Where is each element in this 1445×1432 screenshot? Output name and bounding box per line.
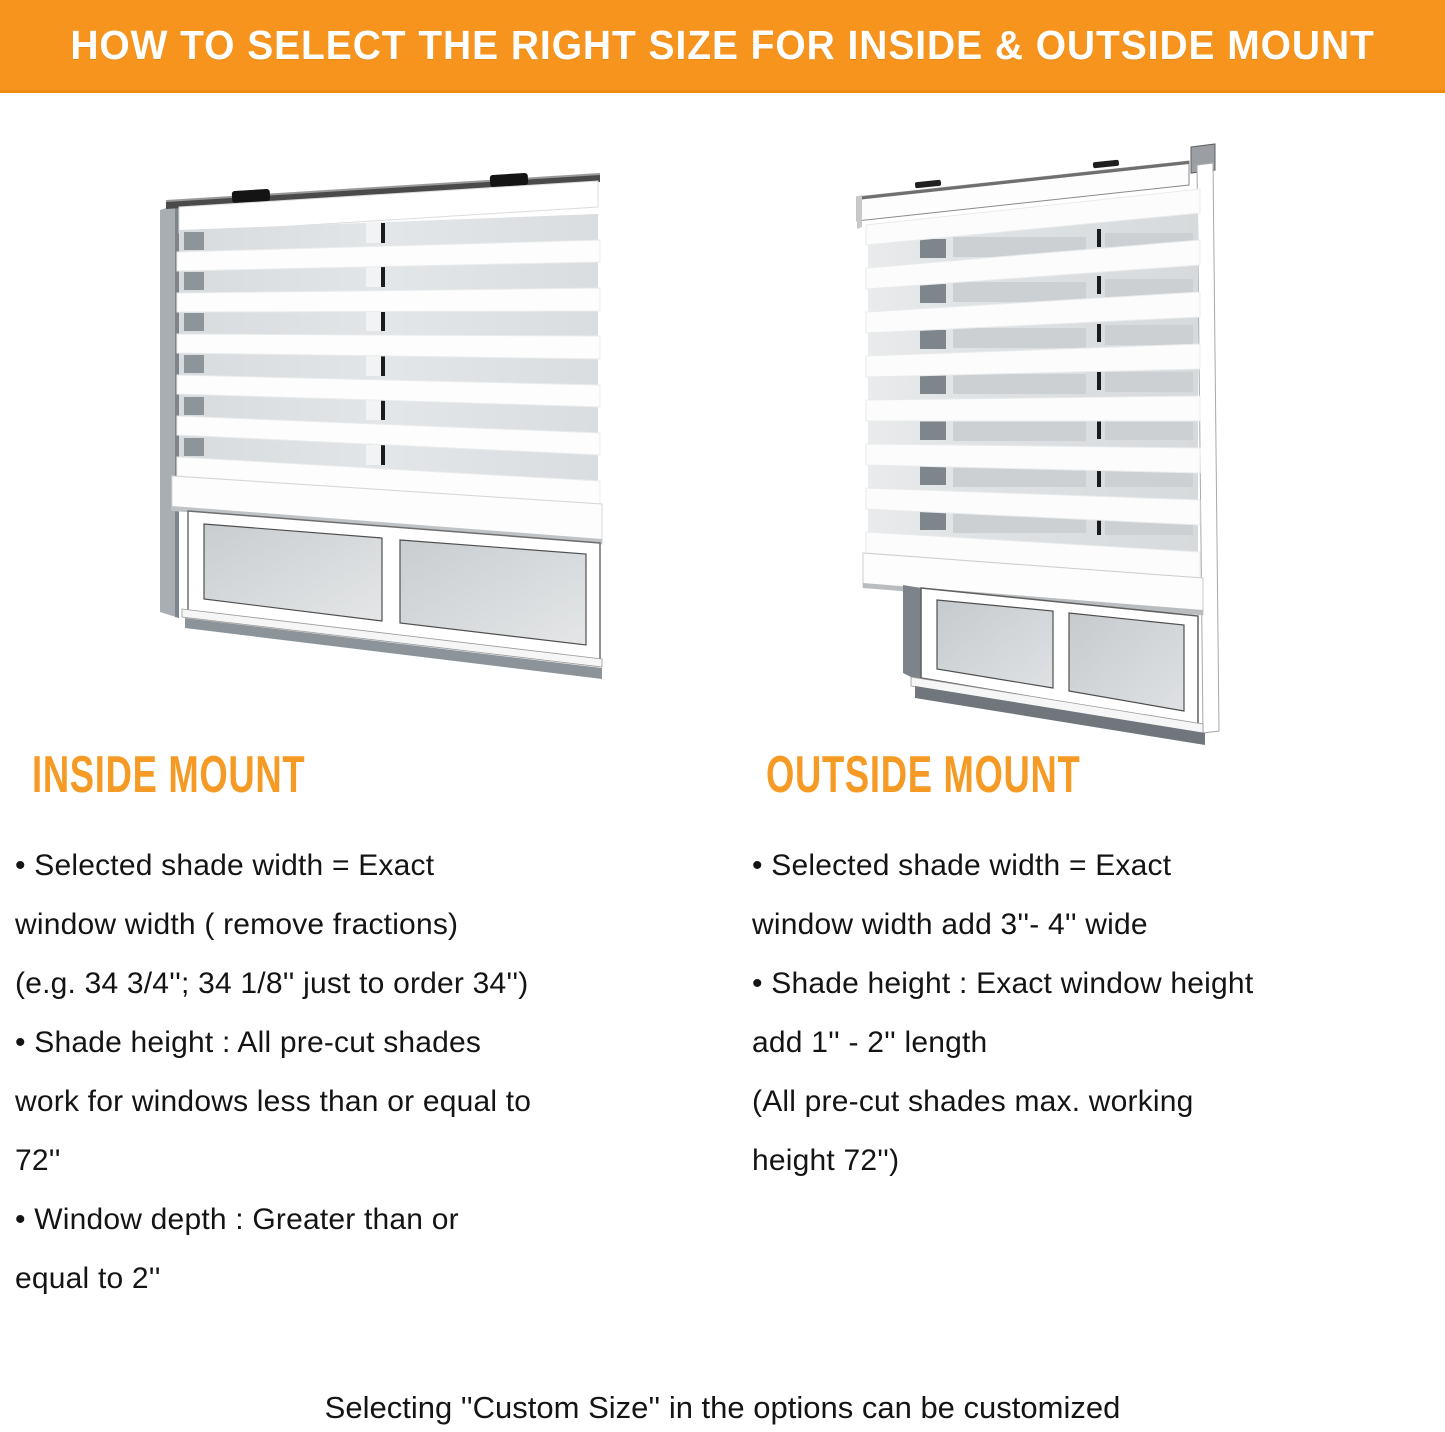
- bullet-line: window width add 3''- 4'' wide: [752, 908, 1148, 941]
- bullet-line: • Selected shade width = Exact: [15, 849, 435, 882]
- bullet-line: height 72''): [752, 1144, 900, 1177]
- banner-title: HOW TO SELECT THE RIGHT SIZE FOR INSIDE & OUTSIDE MOUNT: [70, 21, 1375, 68]
- inside-mount-illustration: [152, 150, 622, 695]
- bullet-line: work for windows less than or equal to: [15, 1085, 532, 1118]
- bullet-line: • Shade height : All pre-cut shades: [15, 1026, 482, 1059]
- bullet-line: • Selected shade width = Exact: [752, 849, 1172, 882]
- inside-mount-instructions: [15, 836, 725, 1308]
- bullet-line: • Shade height : Exact window height: [752, 967, 1254, 1000]
- bullet-line: 72'': [15, 1144, 61, 1177]
- banner: [0, 0, 1445, 93]
- bullet-line: add 1'' - 2'' length: [752, 1026, 988, 1059]
- inside-mount-heading: INSIDE MOUNT: [32, 746, 306, 804]
- outside-mount-illustration: [853, 133, 1303, 773]
- outside-mount-instructions: [752, 836, 1442, 1190]
- custom-size-note: Selecting ''Custom Size'' in the options can be customized: [324, 1390, 1121, 1425]
- inside-window-jamb: [160, 204, 179, 618]
- bullet-line: window width ( remove fractions): [15, 908, 459, 941]
- bullet-line: (e.g. 34 3/4''; 34 1/8'' just to order 34''): [15, 967, 529, 1000]
- bullet-line: (All pre-cut shades max. working: [752, 1085, 1194, 1118]
- outside-mount-heading: OUTSIDE MOUNT: [766, 746, 1081, 804]
- bullet-line: • Window depth : Greater than or: [15, 1203, 459, 1236]
- bullet-line: equal to 2'': [15, 1262, 161, 1295]
